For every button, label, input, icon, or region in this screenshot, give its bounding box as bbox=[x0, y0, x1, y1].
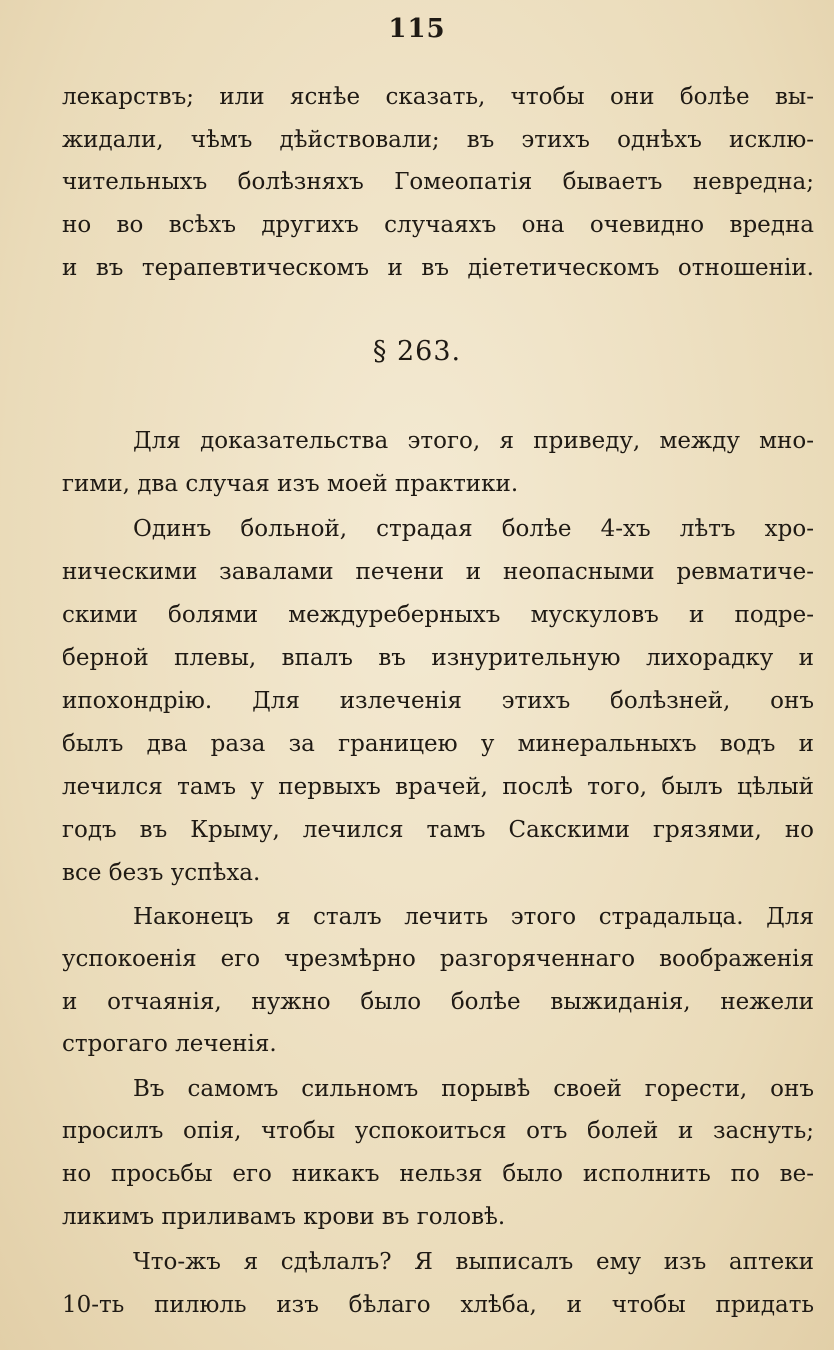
text-line: жидали, чѣмъ дѣйствовали; въ этихъ однѣхъ исклю- bbox=[62, 127, 814, 153]
text-line: ликимъ приливамъ крови въ головѣ. bbox=[62, 1204, 506, 1230]
text-line: успокоенія его чрезмѣрно разгоряченнаго воображенія bbox=[62, 946, 814, 972]
text-line: гими, два случая изъ моей практики. bbox=[62, 471, 519, 497]
text-line: Одинъ больной, страдая болѣе 4-хъ лѣтъ хро- bbox=[133, 516, 814, 542]
text-line: Наконецъ я сталъ лечить этого страдальца. Для bbox=[133, 904, 814, 930]
text-line: скими болями междуреберныхъ мускуловъ и подре- bbox=[62, 602, 814, 628]
text-line: лекарствъ; или яснѣе сказать, чтобы они болѣе вы- bbox=[62, 84, 814, 110]
text-line: Для доказательства этого, я приведу, между мно- bbox=[133, 428, 814, 454]
text-line: лечился тамъ у первыхъ врачей, послѣ того, былъ цѣлый bbox=[62, 774, 814, 800]
text-line: Что-жъ я сдѣлалъ? Я выписалъ ему изъ аптеки bbox=[133, 1249, 814, 1275]
text-line: но во всѣхъ другихъ случаяхъ она очевидно вредна bbox=[62, 212, 814, 238]
text-line: берной плевы, впалъ въ изнурительную лихорадку и bbox=[62, 645, 814, 671]
text-line: годъ въ Крыму, лечился тамъ Сакскими грязями, но bbox=[62, 817, 814, 843]
text-line: былъ два раза за границею у минеральныхъ водъ и bbox=[62, 731, 814, 757]
text-line: и отчаянія, нужно было болѣе выжиданія, нежели bbox=[62, 989, 814, 1015]
text-line: чительныхъ болѣзняхъ Гомеопатія бываетъ невредна; bbox=[62, 169, 814, 195]
section-heading: § 263. bbox=[372, 336, 462, 367]
text-line: Въ самомъ сильномъ порывѣ своей горести, онъ bbox=[133, 1076, 814, 1102]
text-line: ническими завалами печени и неопасными ревматиче- bbox=[62, 559, 814, 585]
text-line: все безъ успѣха. bbox=[62, 860, 261, 886]
text-line: строгаго леченія. bbox=[62, 1031, 277, 1057]
text-line: просилъ опія, чтобы успокоиться отъ болей и заснуть; bbox=[62, 1118, 814, 1144]
page-number: 115 bbox=[388, 14, 446, 44]
text-line: ипохондрію. Для излеченія этихъ болѣзней, онъ bbox=[62, 688, 814, 714]
text-line: и въ терапевтическомъ и въ діететическомъ отношеніи. bbox=[62, 255, 814, 281]
text-line: 10-ть пилюль изъ бѣлаго хлѣба, и чтобы придать bbox=[62, 1292, 814, 1318]
text-line: но просьбы его никакъ нельзя было исполнить по ве- bbox=[62, 1161, 814, 1187]
